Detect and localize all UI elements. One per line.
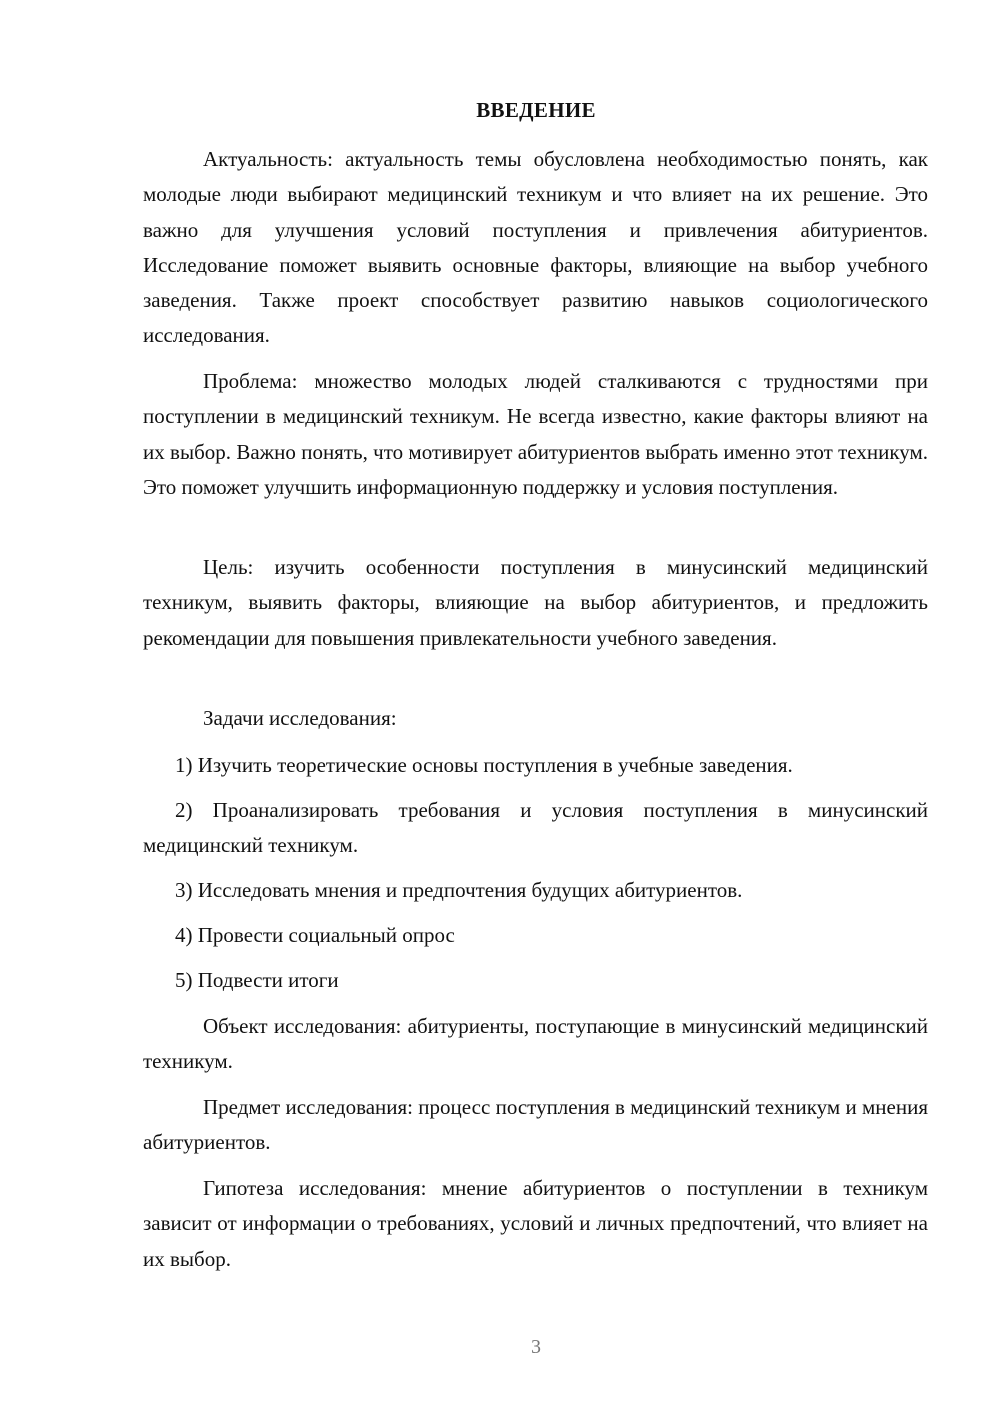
task-item-5: 5) Подвести итоги [175, 968, 339, 992]
page-title: ВВЕДЕНИЕ [476, 98, 596, 122]
paragraph-hypothesis: Гипотеза исследования: мнение абитуриентов о поступлении в техникум зависит от информации о требованиях, условий и личных предпочтений, что влияет на их выбор. [143, 1176, 928, 1271]
task-item-1: 1) Изучить теоретические основы поступления в учебные заведения. [175, 753, 793, 777]
paragraph-problem: Проблема: множество молодых людей сталкиваются с трудностями при поступлении в медицинский техникум. Не всегда известно, какие факторы влияют на их выбор. Важно понять, что мотивирует абитуриентов выбрать именно этот техникум. Это поможет улучшить информационную поддержку и условия поступления. [143, 369, 928, 499]
tasks-heading: Задачи исследования: [203, 706, 397, 730]
task-item-3: 3) Исследовать мнения и предпочтения будущих абитуриентов. [175, 878, 743, 902]
paragraph-goal: Цель: изучить особенности поступления в минусинский медицинский техникум, выявить факторы, влияющие на выбор абитуриентов, и предложить рекомендации для повышения привлекательности учебного заведения. [143, 555, 928, 650]
task-item-2: 2) Проанализировать требования и условия поступления в минусинский медицинский техникум. [143, 798, 928, 858]
paragraph-object: Объект исследования: абитуриенты, поступающие в минусинский медицинский техникум. [143, 1014, 928, 1074]
task-item-4: 4) Провести социальный опрос [175, 923, 455, 947]
page-number: 3 [531, 1336, 541, 1358]
paragraph-subject: Предмет исследования: процесс поступления в медицинский техникум и мнения абитуриентов. [143, 1095, 928, 1155]
paragraph-relevance: Актуальность: актуальность темы обусловлена необходимостью понять, как молодые люди выбирают медицинский техникум и что влияет на их решение. Это важно для улучшения условий поступления и привлечения абитуриентов. Исследование поможет выявить основные факторы, влияющие на выбор учебного заведения. Также проект способствует развитию навыков социологического исследования. [143, 147, 928, 348]
